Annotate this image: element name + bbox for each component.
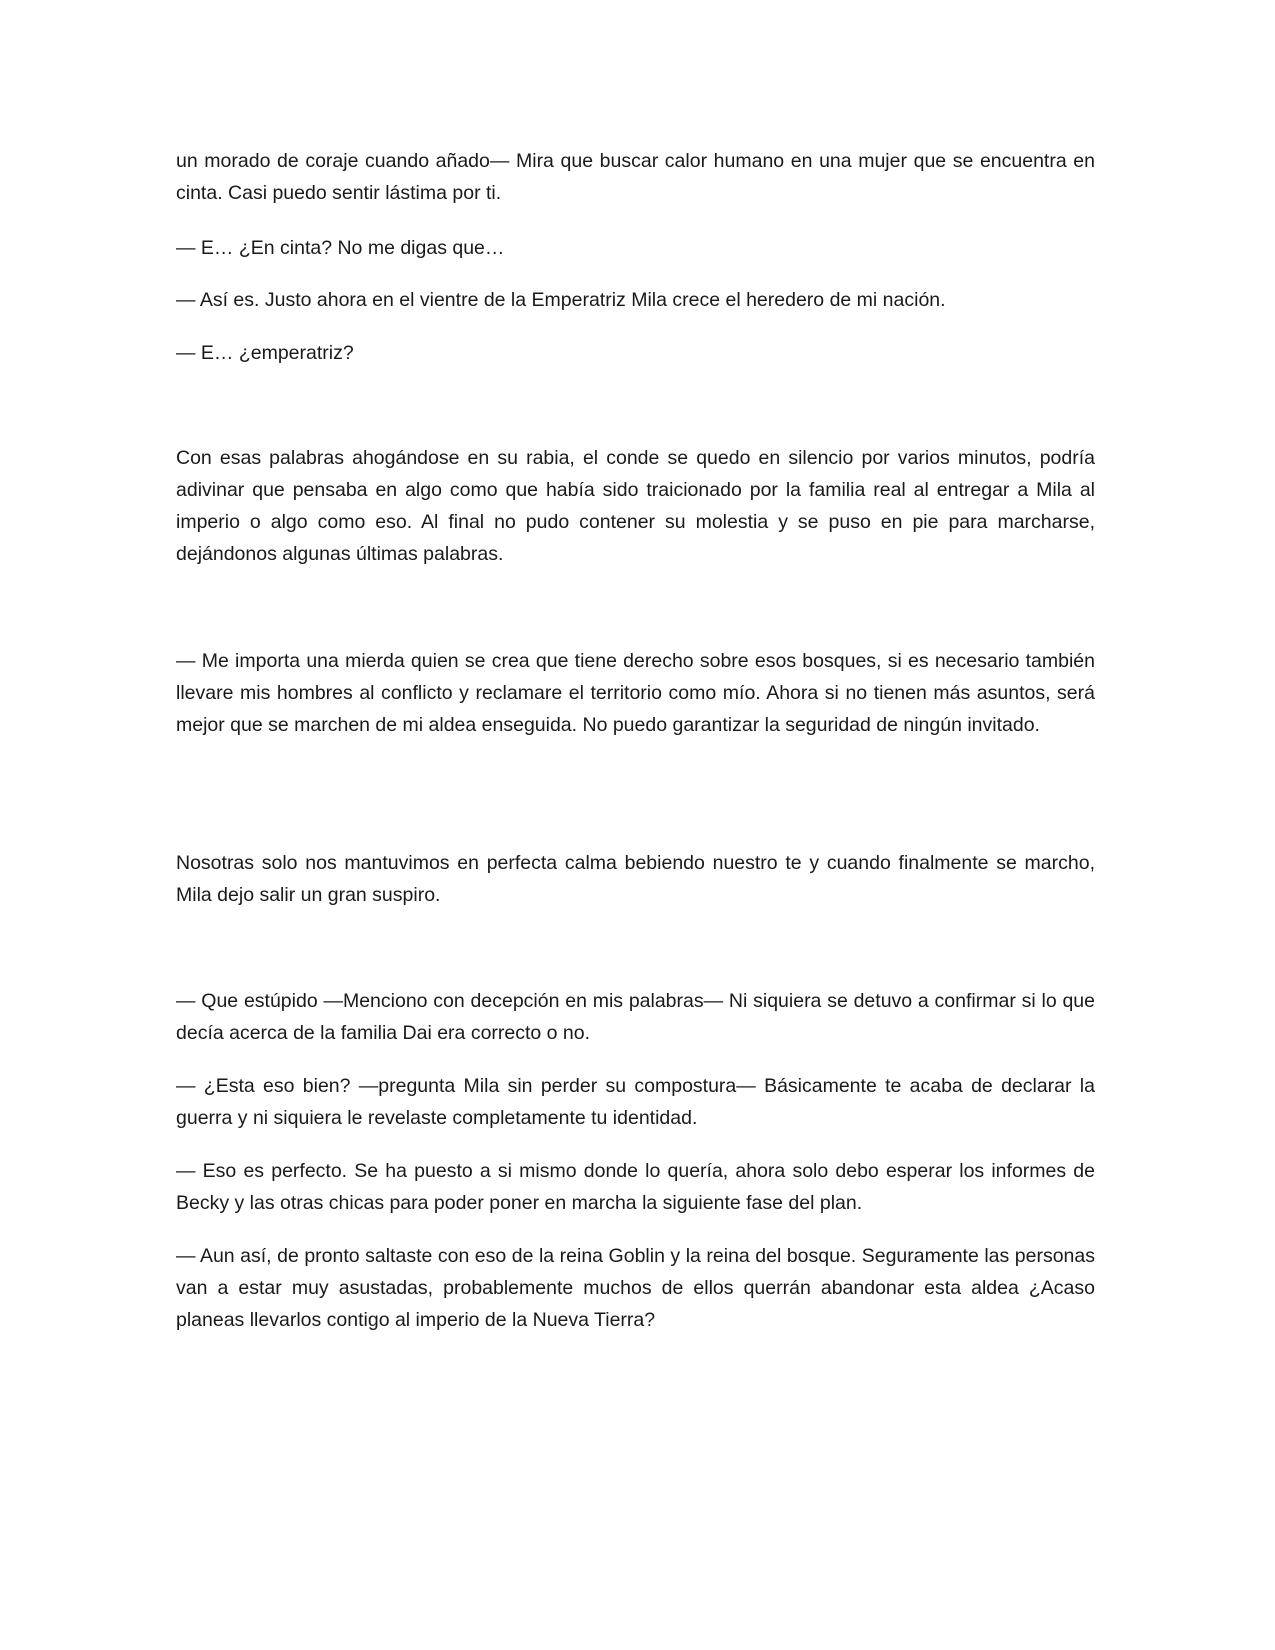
- paragraph: — ¿Esta eso bien? —pregunta Mila sin perder su compostura— Básicamente te acaba de declarar la guerra y ni siquiera le revelaste completamente tu identidad.: [176, 1075, 1095, 1129]
- paragraph: — Me importa una mierda quien se crea que tiene derecho sobre esos bosques, si es necesario también llevare mis hombres al conflicto y reclamare el territorio como mío. Ahora si no tienen más asuntos, será mejor que se marchen de mi aldea enseguida. No puedo garantizar la seguridad de ningún invitado.: [176, 650, 1095, 736]
- paragraph: — Eso es perfecto. Se ha puesto a si mismo donde lo quería, ahora solo debo esperar los informes de Becky y las otras chicas para poder poner en marcha la siguiente fase del plan.: [176, 1160, 1095, 1214]
- paragraph: Con esas palabras ahogándose en su rabia, el conde se quedo en silencio por varios minutos, podría adivinar que pensaba en algo como que había sido traicionado por la familia real al entregar a Mila al imperio o algo como eso. Al final no pudo contener su molestia y se puso en pie para marcharse, dejándonos algunas últimas palabras.: [176, 447, 1095, 565]
- paragraph: — E… ¿emperatriz?: [176, 342, 354, 364]
- paragraph: un morado de coraje cuando añado— Mira que buscar calor humano en una mujer que se encuentra en cinta. Casi puedo sentir lástima por ti.: [176, 150, 1095, 204]
- paragraph: Nosotras solo nos mantuvimos en perfecta calma bebiendo nuestro te y cuando finalmente se marcho, Mila dejo salir un gran suspiro.: [176, 852, 1095, 906]
- paragraph: — Así es. Justo ahora en el vientre de la Emperatriz Mila crece el heredero de mi nación.: [176, 289, 946, 311]
- paragraph: — Que estúpido —Menciono con decepción en mis palabras— Ni siquiera se detuvo a confirmar si lo que decía acerca de la familia Dai era correcto o no.: [176, 990, 1095, 1044]
- paragraph: — Aun así, de pronto saltaste con eso de la reina Goblin y la reina del bosque. Seguramente las personas van a estar muy asustadas, probablemente muchos de ellos querrán abandonar esta aldea ¿Acaso planeas llevarlos contigo al imperio de la Nueva Tierra?: [176, 1245, 1095, 1331]
- paragraph: — E… ¿En cinta? No me digas que…: [176, 237, 505, 259]
